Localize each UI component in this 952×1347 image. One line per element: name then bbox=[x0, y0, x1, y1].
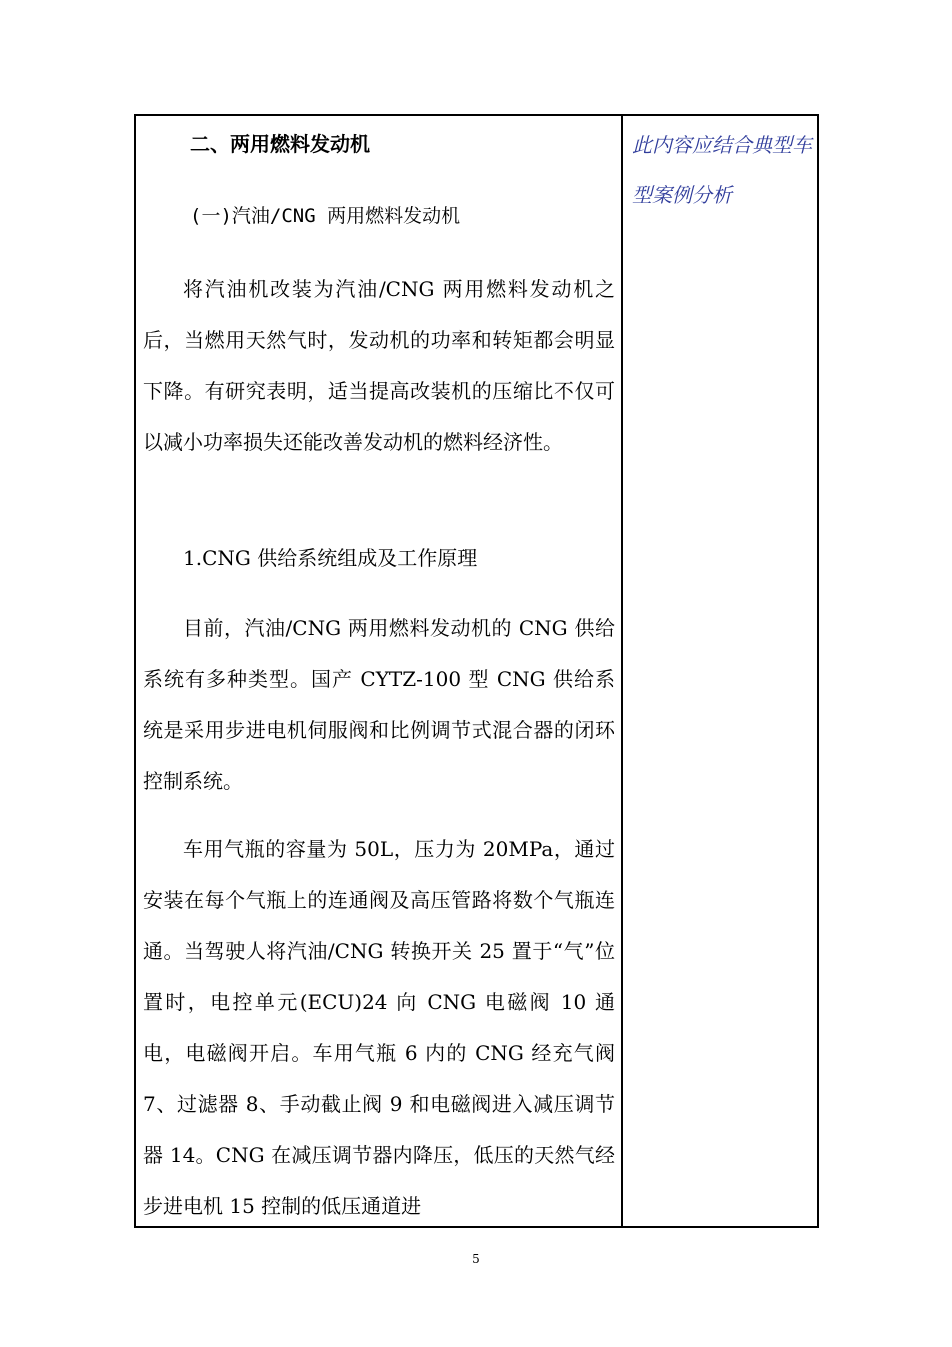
content-table bbox=[134, 114, 819, 1228]
paragraph-intro: 将汽油机改装为汽油/CNG 两用燃料发动机之后，当燃用天然气时，发动机的功率和转矩都会明显下降。有研究表明，适当提高改装机的压缩比不仅可以减小功率损失还能改善发动机的燃料经济性。 bbox=[143, 277, 615, 454]
paragraph-cng-types: 目前，汽油/CNG 两用燃料发动机的 CNG 供给系统有多种类型。国产 CYTZ-100 型 CNG 供给系统是采用步进电机伺服阀和比例调节式混合器的闭环控制系统。 bbox=[143, 616, 615, 793]
paragraph-heading-cng-system: 1.CNG 供给系统组成及工作原理 bbox=[183, 546, 478, 570]
main-text-column bbox=[136, 116, 623, 1226]
paragraph-cylinder-description: 车用气瓶的容量为 50L，压力为 20MPa，通过安装在每个气瓶上的连通阀及高压管路将数个气瓶连通。当驾驶人将汽油/CNG 转换开关 25 置于“气”位置时，电控单元(ECU)24 向 CNG 电磁阀 10 通电，电磁阀开启。车用气瓶 6 内的 CNG 经充气阀 7、过滤器 8、手动截止阀 9 和电磁阀进入减压调节器 14。CNG 在减压调节器内降压，低压的天然气经步进电机 15 控制的低压通道进 bbox=[143, 837, 615, 1218]
section-title: 二、两用燃料发动机 bbox=[190, 132, 370, 156]
subsection-title: (一)汽油/CNG 两用燃料发动机 bbox=[190, 205, 461, 227]
page-number: 5 bbox=[472, 1252, 480, 1266]
side-note-column bbox=[623, 116, 817, 1226]
side-note: 此内容应结合典型车型案例分析 bbox=[632, 133, 812, 207]
